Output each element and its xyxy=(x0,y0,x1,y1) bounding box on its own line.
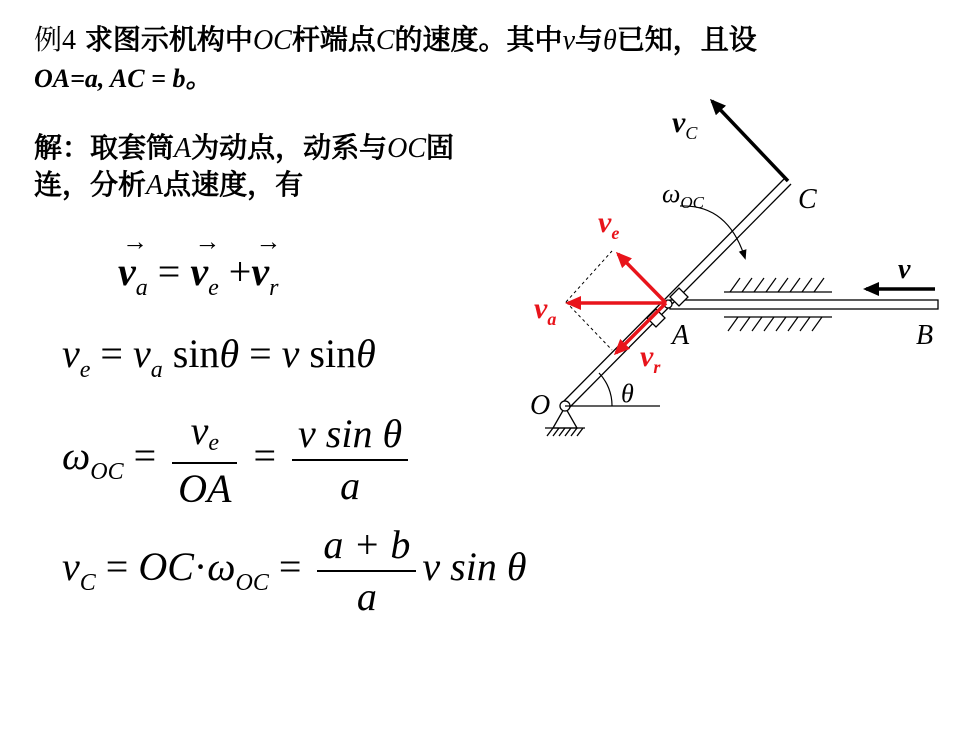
parallelogram-dashed xyxy=(566,251,612,350)
given-values: OA=a, AC = b。 xyxy=(34,64,212,93)
label-va: $v_a$ xyxy=(534,292,557,329)
equation-vc: $v_C = OC\cdot\omega_{OC}$ = $\frac{a + b}{a}$ v sin θ xyxy=(62,520,527,622)
label-v: v xyxy=(898,254,911,285)
rod-ab xyxy=(670,300,938,309)
fraction-ve-over-oa: $\frac{ve}{OA}$ xyxy=(172,406,237,514)
vc-arrow xyxy=(712,101,788,181)
example-label: 例4 xyxy=(34,25,77,56)
equation-omega: $\omega_{OC}$ = $\frac{ve}{OA}$ = $\frac{\text{v sin θ}}{a}$ xyxy=(62,406,414,514)
problem-title: 例4 求图示机构中OC杆端点C的速度。其中v与θ已知，且设 xyxy=(34,23,757,56)
label-a: A xyxy=(672,320,690,351)
ve-arrow xyxy=(618,254,666,303)
guide-hatch-top xyxy=(724,278,832,292)
solution-text: 解：取套筒A为动点，动系与OC固连，分析A点速度，有 xyxy=(34,131,455,201)
equation-ve: $v_e = v_a$ sinθ = v sinθ xyxy=(62,331,376,383)
omega-arc xyxy=(680,206,745,258)
fraction-vsin-over-a: $\frac{\text{v sin θ}}{a}$ xyxy=(292,409,408,511)
label-ve: $v_e$ xyxy=(598,206,620,243)
label-o: O xyxy=(530,390,551,421)
label-c: C xyxy=(798,184,817,215)
guide-hatch-bottom xyxy=(724,317,832,331)
label-omega-oc: $\omega_{OC}$ xyxy=(662,179,704,212)
label-theta: θ xyxy=(621,379,634,408)
label-vc: $v_C$ xyxy=(672,106,698,143)
theta-arc xyxy=(599,373,612,406)
equation-velocity-composition: → $v_a$ = → $v_e$ + → $v_r$ xyxy=(118,227,282,301)
label-vr: $v_r$ xyxy=(640,340,661,377)
fraction-ab-over-a: $\frac{a + b}{a}$ xyxy=(317,520,416,622)
label-b: B xyxy=(916,320,934,351)
